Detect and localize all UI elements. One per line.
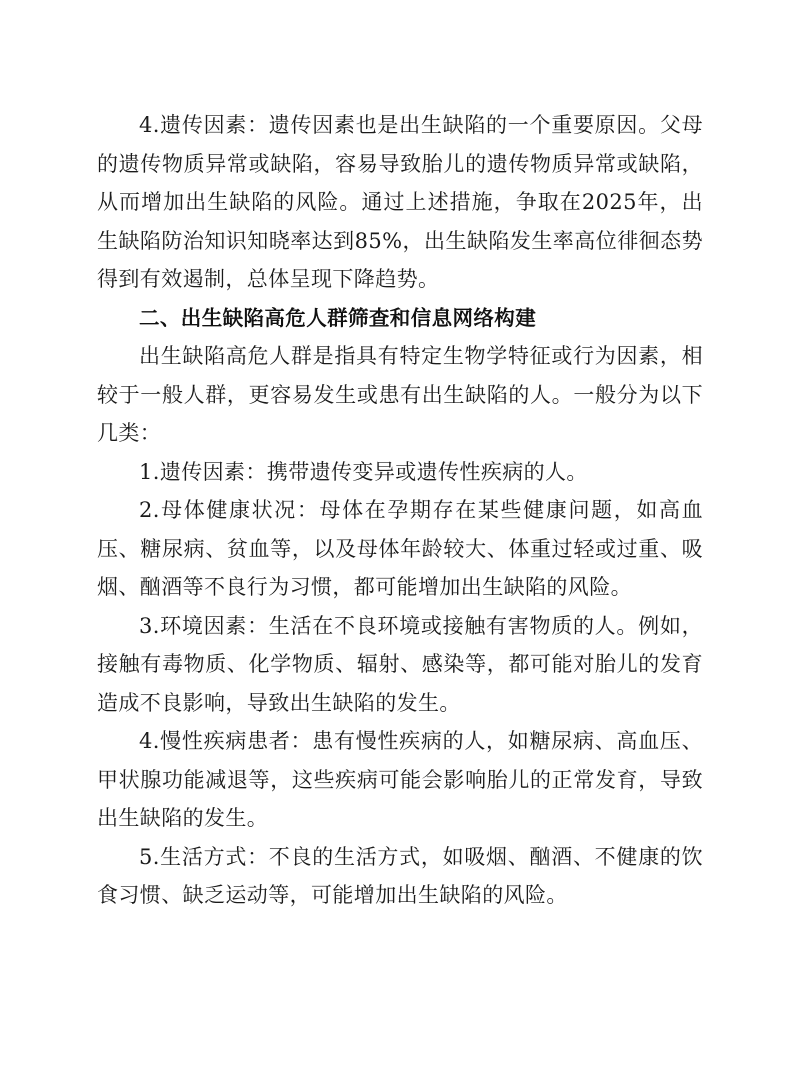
list-item-lifestyle: 5.生活方式：不良的生活方式，如吸烟、酗酒、不健康的饮食习惯、缺乏运动等，可能增加出生缺陷的风险。 [97,844,703,907]
paragraph-high-risk-definition: 出生缺陷高危人群是指具有特定生物学特征或行为因素，相较于一般人群，更容易发生或患有出生缺陷的人。一般分为以下几类： [97,344,703,445]
list-item-genetic-factors: 1.遗传因素：携带遗传变异或遗传性疾病的人。 [139,459,588,484]
list-item-chronic-disease: 4.慢性疾病患者：患有慢性疾病的人，如糖尿病、高血压、甲状腺功能减退等，这些疾病可能会影响胎儿的正常发育，导致出生缺陷的发生。 [97,729,703,830]
document-body [97,106,703,915]
section-heading: 二、出生缺陷高危人群筛查和信息网络构建 [139,305,537,330]
list-item-maternal-health: 2.母体健康状况：母体在孕期存在某些健康问题，如高血压、糖尿病、贫血等，以及母体年龄较大、体重过轻或过重、吸烟、酗酒等不良行为习惯，都可能增加出生缺陷的风险。 [97,498,703,599]
list-item-environmental-factors: 3.环境因素：生活在不良环境或接触有害物质的人。例如，接触有毒物质、化学物质、辐射、感染等，都可能对胎儿的发育造成不良影响，导致出生缺陷的发生。 [97,613,703,715]
paragraph-genetic-factors-summary: 4.遗传因素：遗传因素也是出生缺陷的一个重要原因。父母的遗传物质异常或缺陷，容易导致胎儿的遗传物质异常或缺陷，从而增加出生缺陷的风险。通过上述措施，争取在2025年，出生缺陷防治知识知晓率达到85%，出生缺陷发生率高位徘徊态势得到有效遏制，总体呈现下降趋势。 [97,113,703,291]
